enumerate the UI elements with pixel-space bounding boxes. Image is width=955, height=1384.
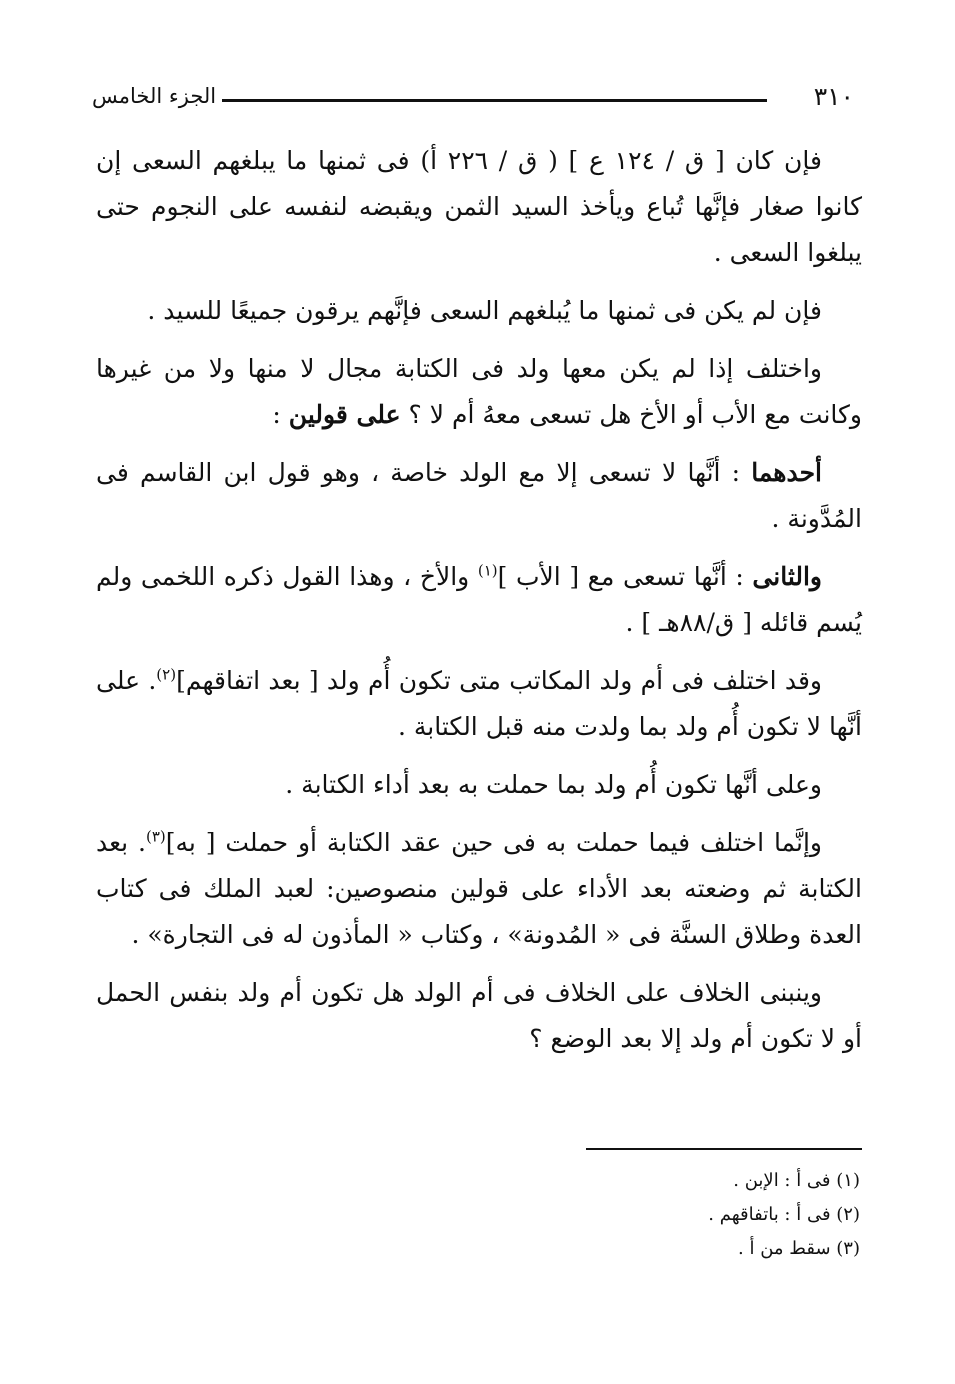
paragraph-8: وإنَّما اختلف فيما حملت به فى حين عقد الكتابة أو حملت [ به]$^{(٣)}$. بعد الكتابة ثم وضعته بعد الأداء على قولين منصوصين: لعبد الملك فى كتاب العدة وطلاق السنَّة فى « المُدونة» ، وكتاب « المأذون له فى التجارة» . [96, 827, 862, 949]
paragraph-2: فإن لم يكن فى ثمنها ما يُبلغهم السعى فإنَّهم يرقون جميعًا للسيد . [147, 296, 822, 325]
running-title: الجزء الخامس [92, 84, 217, 108]
footnote-1: (١) فى أ : الإبن . [733, 1170, 860, 1191]
page-number: ٣١٠ [813, 82, 854, 111]
bold-lead: والثانى [752, 562, 822, 591]
paragraph-9: وينبنى الخلاف على الخلاف فى أم الولد هل تكون أم ولد بنفس الحمل أو لا تكون أم ولد إلا بعد الوضع ؟ [96, 978, 862, 1053]
footnote-3: (٣) سقط من أ . [738, 1238, 860, 1259]
footnote-separator [586, 1148, 862, 1150]
bold-phrase: على قولين [288, 400, 401, 429]
footnote-2: (٢) فى أ : باتفاقهم . [708, 1204, 860, 1225]
footnote-reference-3: (٣) [145, 827, 166, 846]
paragraph-5: والثانى : أنَّها تسعى مع [ الأب ]$^{(١)}$ والأخ ، وهذا القول ذكره اللخمى ولم يُسم قائله [ ق/٨٨هـ ] . [96, 561, 862, 637]
page-header [92, 82, 862, 122]
header-rule [222, 99, 767, 102]
bold-lead: أحدهما [751, 458, 822, 487]
paragraph-1: فإن كان [ ق / ١٢٤ ع ] ( ق / ٢٢٦ أ) فى ثمنها ما يبلغهم السعى إن كانوا صغار فإنَّها تُباع ويأخذ السيد الثمن ويقبضه لنفسه على النجوم حتى يبلغوا السعى . [96, 146, 862, 267]
paragraph-4: أحدهما : أنَّها لا تسعى إلا مع الولد خاصة ، وهو قول ابن القاسم فى المُدَّونة . [96, 458, 862, 533]
footnote-reference-1: (١) [477, 561, 498, 580]
paragraph-3: واختلف إذا لم يكن معها ولد فى الكتابة مجال لا منها ولا من غيرها وكانت مع الأب أو الأخ هل تسعى معهُ أم لا ؟ على قولين : [96, 354, 862, 429]
paragraph-6: وقد اختلف فى أم ولد المكاتب متى تكون أُم ولد [ بعد اتفاقهم]$^{(٢)}$. على أنَّها لا تكون أُم ولد بما ولدت منه قبل الكتابة . [96, 665, 862, 741]
footnote-reference-2: (٢) [156, 665, 177, 684]
paragraph-7: وعلى أنَّها تكون أُم ولد بما حملت به بعد أداء الكتابة . [285, 770, 822, 799]
main-text [96, 138, 862, 1074]
footnotes [560, 1164, 860, 1266]
